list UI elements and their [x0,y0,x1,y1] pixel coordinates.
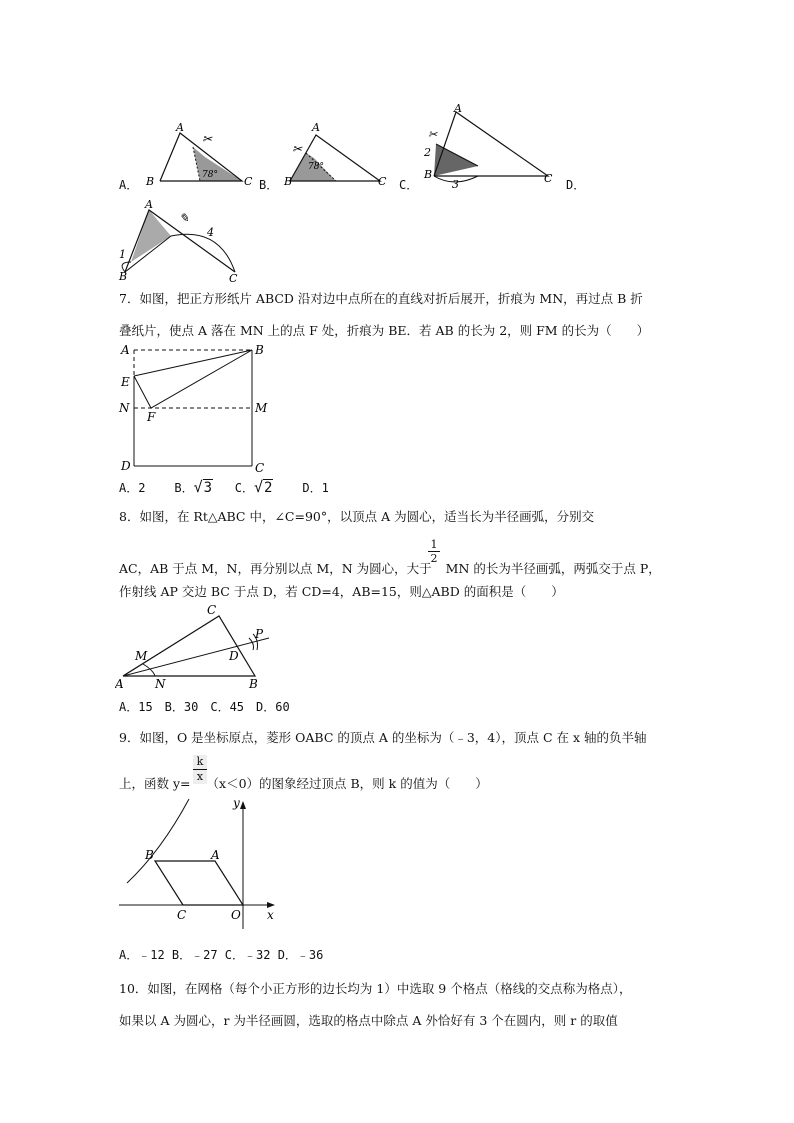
svg-text:F: F [147,410,156,424]
q9-figure-rhombus [115,795,285,935]
q8-line-3: 作射线 AP 交边 BC 于点 D，若 CD=4，AB=15，则△ABD 的面积是（ ） [119,584,564,599]
svg-text:78°: 78° [308,162,324,172]
q6-figure-d [115,196,250,284]
svg-text:A: A [312,121,320,134]
q6-figure-b [280,115,395,191]
q6-figure-a [140,115,260,191]
q8-line-2-part-b: MN 的长为半径画弧，两弧交于点 P， [445,561,661,576]
svg-text:C: C [544,172,553,185]
svg-text:P: P [255,627,264,641]
q9-line-2-part-a: 上，函数 y= [119,776,191,791]
svg-text:x: x [267,908,274,922]
svg-text:M: M [255,401,268,415]
svg-text:✂: ✂ [202,132,213,146]
q9-options: A．﹣12 B．﹣27 C．﹣32 D．﹣36 [119,948,324,962]
q7-options: A．2 B．√3 C．√2 D．1 [119,478,329,496]
q7-option-a: A．2 [119,481,146,495]
svg-text:A: A [211,848,220,862]
svg-text:C: C [177,908,187,922]
svg-text:N: N [119,401,130,415]
svg-text:B: B [249,677,258,691]
svg-text:✂: ✂ [292,142,303,156]
q7-figure-square [115,342,275,476]
q9-line-2-part-b: （x＜0）的图象经过顶点 B，则 k 的值为（ ） [206,776,488,791]
svg-text:A: A [454,102,462,115]
svg-text:2: 2 [424,146,431,159]
q8-line-1: 8．如图，在 Rt△ABC 中，∠C=90°，以顶点 A 为圆心，适当长为半径画弧，分别交 [119,509,595,524]
q6-figure-c [420,100,560,192]
svg-text:C: C [229,272,238,284]
option-d-label: D． [566,178,586,192]
svg-text:B: B [424,168,433,181]
svg-text:M: M [135,649,148,663]
q8-frac-num: 1 [428,538,440,552]
svg-text:D: D [229,649,239,663]
svg-text:3: 3 [452,178,459,191]
svg-text:✎: ✎ [179,211,190,225]
q8-frac-den: 2 [430,552,438,565]
svg-text:A: A [121,343,130,357]
svg-text:B: B [255,343,264,357]
q7-option-b: B． [174,481,194,495]
option-c-label: C． [399,178,419,192]
svg-text:A: A [145,198,153,211]
q7-option-d: D．1 [302,481,329,495]
q9-frac-num: k [193,755,207,770]
svg-text:B: B [146,175,155,188]
q8-figure-triangle [115,600,275,692]
q9-line-2 [119,775,488,793]
svg-text:N: N [155,677,166,691]
q8-fraction [428,538,440,565]
q7-option-c: C． [234,481,254,495]
option-b-label: B． [259,178,279,192]
q7-sqrt2: 2 [264,480,273,496]
q8-line-2 [119,560,661,578]
svg-text:1: 1 [119,248,126,261]
option-a-label: A． [119,178,139,192]
svg-text:78°: 78° [202,170,218,180]
q10-line-2: 如果以 A 为圆心，r 为半径画圆，选取的格点中除点 A 外恰好有 3 个在圆内，则 r 的取值 [119,1013,618,1028]
svg-text:A: A [115,677,124,691]
svg-text:C: C [207,603,217,617]
q7-line-2: 叠纸片，使点 A 落在 MN 上的点 F 处，折痕为 BE．若 AB 的长为 2，则 FM 的长为（ ） [119,323,650,338]
svg-text:4: 4 [207,226,214,239]
svg-text:B: B [145,848,154,862]
svg-text:✂: ✂ [428,128,438,141]
svg-text:C: C [378,175,387,188]
svg-text:D: D [121,459,131,473]
q7-sqrt3: 3 [203,480,213,496]
svg-text:C: C [244,175,253,188]
svg-text:y: y [233,796,240,810]
svg-text:B: B [119,270,128,283]
svg-text:C: C [255,461,265,475]
q8-options: A．15 B．30 C．45 D．60 [119,700,290,714]
svg-text:A: A [176,121,184,134]
svg-text:E: E [121,375,130,389]
q9-fraction [193,755,207,784]
svg-text:B: B [284,175,293,188]
q10-line-1: 10．如图，在网格（每个小正方形的边长均为 1）中选取 9 个格点（格线的交点称为格点）， [119,981,632,996]
q9-line-1: 9．如图，O 是坐标原点，菱形 OABC 的顶点 A 的坐标为（﹣3，4），顶点 C 在 x 轴的负半轴 [119,730,647,745]
q8-line-2-part-a: AC，AB 于点 M，N，再分别以点 M，N 为圆心，大于 [119,561,432,576]
svg-text:O: O [231,908,241,922]
q9-frac-den: x [196,770,204,783]
q7-line-1: 7．如图，把正方形纸片 ABCD 沿对边中点所在的直线对折后展开，折痕为 MN，再过点 B 折 [119,291,643,306]
